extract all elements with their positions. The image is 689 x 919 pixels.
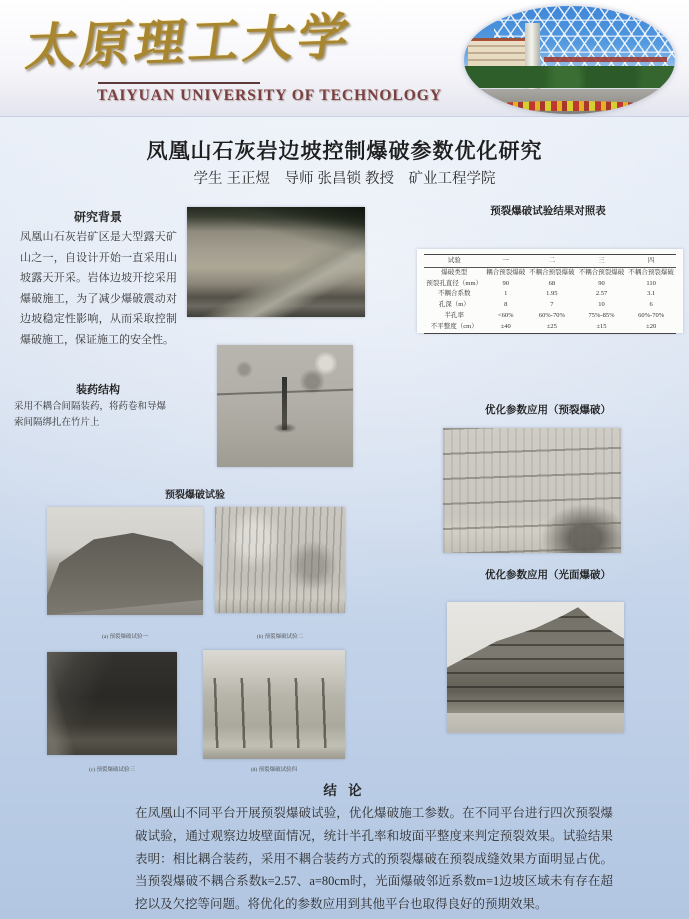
hill-silhouette — [47, 507, 203, 615]
presplit-test-photo-d — [203, 650, 345, 759]
table-cell: 6 — [649, 301, 653, 309]
table-cell: 1.95 — [546, 290, 558, 298]
header-divider-line — [98, 82, 260, 84]
table-header-cell: 三 — [577, 255, 627, 268]
table-cell: 耦合预裂爆破 — [486, 268, 526, 276]
presplit-test-photo-c — [47, 652, 177, 755]
table-cell: 不耦合预裂爆破 — [628, 268, 674, 276]
table-row — [424, 278, 676, 289]
table-cell: ±20 — [646, 323, 657, 331]
half-cast-drill-traces — [203, 678, 345, 748]
table-cell: 不平整度（cm） — [430, 323, 478, 331]
table-header-cell: 一 — [484, 255, 527, 268]
table-header-cell: 试验 — [424, 255, 484, 268]
table-cell: 1 — [504, 290, 508, 298]
table-cell: 68 — [548, 279, 556, 287]
presplit-test-heading: 预裂爆破试验 — [165, 490, 225, 501]
table-cell: 不耦合系数 — [437, 290, 471, 298]
poster-authors: 学生 王正煜 导师 张昌锁 教授 矿业工程学院 — [193, 171, 496, 187]
table-cell: 3.1 — [647, 290, 656, 298]
photo-caption-c: (c) 预裂爆破试验三 — [89, 767, 135, 773]
table-row — [424, 311, 676, 322]
university-name-calligraphy: 太原理工大学 — [22, 6, 357, 77]
table-cell: ±15 — [596, 323, 607, 331]
table-row — [424, 322, 676, 333]
table-cell: 半孔率 — [444, 312, 464, 320]
results-table — [424, 254, 676, 334]
photo-caption-d: (d) 预裂爆破试验四 — [250, 767, 298, 773]
charge-structure-heading: 装药结构 — [76, 384, 120, 396]
optimized-presplit-photo — [443, 428, 621, 553]
campus-flowerbed — [485, 101, 654, 111]
table-cell: 10 — [598, 301, 605, 309]
university-name-english: TAIYUAN UNIVERSITY OF TECHNOLOGY — [97, 87, 443, 104]
table-cell: ±25 — [546, 323, 557, 331]
table-cell: 90 — [502, 279, 509, 287]
table-row — [424, 267, 676, 278]
table-cell: <60% — [497, 312, 514, 320]
table-cell: 不耦合预裂爆破 — [529, 268, 575, 276]
optimized-smooth-photo — [447, 602, 624, 733]
conclusion-text: 在凤凰山不同平台开展预裂爆破试验，优化爆破施工参数。在不同平台进行四次预裂爆破试验，通过观察边坡壁面情况，统计半孔率和坡面平整度来判定预裂效果。试验结果表明：相比耦合装药，采用不耦合装药方式的预裂爆破在预裂成缝效果方面明显占优。当预裂爆破不耦合系数k=2.57、a=80cm时，光面爆破邻近系数m=1边坡区域未有存在超挖以及欠挖等问题。将优化的参数应用到其他平台也取得良好的预期效果。 — [135, 806, 613, 912]
table-cell: 75%-85% — [588, 312, 615, 320]
results-table-heading: 预裂爆破试验结果对照表 — [490, 206, 606, 217]
table-cell: 110 — [646, 279, 656, 287]
table-header-row — [424, 255, 676, 268]
table-cell: 60%-70% — [538, 312, 565, 320]
charge-structure-text: 采用不耦合间隔装药，将药卷和导爆索间隔绑扎在竹片上 — [14, 402, 167, 428]
table-cell: 8 — [504, 301, 508, 309]
table-cell: 预裂孔直径（mm） — [426, 279, 483, 287]
table-header-cell: 四 — [626, 255, 676, 268]
background-heading: 研究背景 — [73, 210, 122, 224]
application-presplit-heading: 优化参数应用（预裂爆破） — [485, 405, 611, 416]
photo-caption-b: (b) 预裂爆破试验二 — [256, 634, 304, 640]
conclusion-heading: 结 论 — [323, 783, 366, 798]
table-cell: 90 — [598, 279, 605, 287]
table-cell: 2.57 — [595, 290, 608, 298]
table-cell: 7 — [550, 301, 554, 309]
charge-structure-photo — [217, 345, 353, 467]
quarry-floor — [447, 713, 624, 733]
table-row — [424, 300, 676, 311]
table-cell: 不耦合预裂爆破 — [578, 268, 625, 276]
campus-photo — [464, 6, 675, 114]
photo-caption-a: (a) 预裂爆破试验一 — [102, 634, 148, 640]
table-row — [424, 289, 676, 300]
table-cell: 爆破类型 — [441, 268, 468, 276]
results-table-card — [417, 249, 683, 333]
campus-red-beam — [544, 57, 666, 62]
campus-trees — [464, 66, 675, 88]
presplit-test-photo-b — [215, 507, 345, 613]
table-cell: 60%-70% — [638, 312, 665, 320]
background-text: 凤凰山石灰岩矿区是大型露天矿山之一，自设计开始一直采用山坡露天开采。岩体边坡开挖采用爆破施工，为了减少爆破震动对边坡稳定性影响，从而采取控制爆破施工，保证施工的安全性。 — [20, 231, 177, 346]
poster-header — [0, 0, 689, 117]
table-cell: ±40 — [500, 323, 511, 331]
presplit-test-photo-a — [47, 507, 203, 615]
table-cell: 孔深（m） — [438, 301, 470, 309]
blast-hole-shadow — [273, 423, 297, 433]
poster-title: 凤凰山石灰岩边坡控制爆破参数优化研究 — [146, 140, 543, 163]
application-smooth-heading: 优化参数应用（光面爆破） — [485, 570, 611, 581]
table-header-cell: 二 — [527, 255, 577, 268]
research-background-photo — [187, 207, 365, 317]
